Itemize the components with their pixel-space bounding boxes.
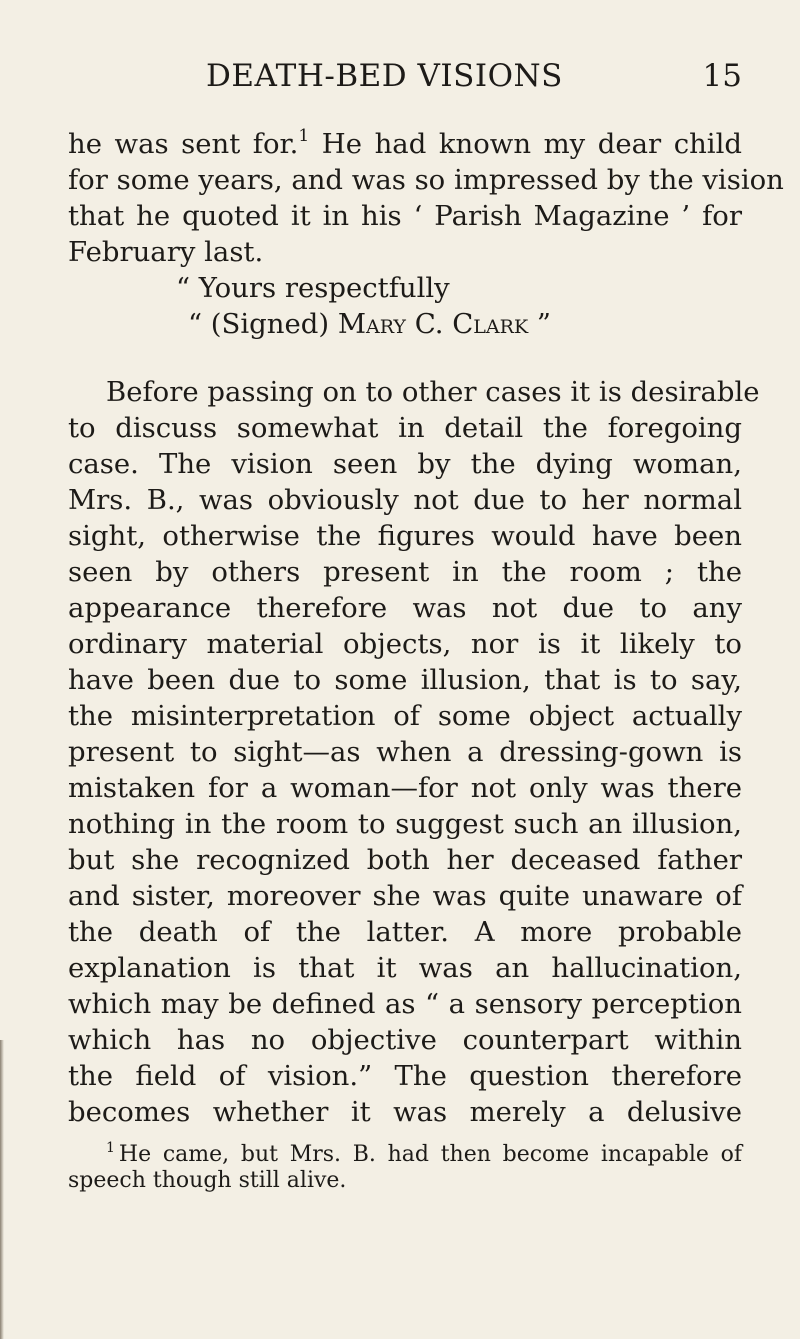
footnote-reference: 1 — [298, 126, 310, 146]
paragraph-line: nothing in the room to suggest such an illusion, — [68, 808, 742, 840]
paragraph-line: appearance therefore was not due to any — [68, 592, 742, 624]
paragraph-line: becomes whether it was merely a delusive — [68, 1096, 742, 1128]
footnote-line: $^1$ He came, but Mrs. B. had then become incapable of — [106, 1140, 742, 1167]
paragraph-line: which has no objective counterpart within — [68, 1024, 742, 1056]
paragraph-line: which may be defined as “ a sensory perception — [68, 988, 742, 1020]
footnote-mark: 1 — [106, 1140, 115, 1156]
paragraph-line: but she recognized both her deceased father — [68, 844, 742, 876]
paragraph-line: the field of vision.” The question therefore — [68, 1060, 742, 1092]
text-line: for some years, and was so impressed by the vision — [68, 164, 784, 196]
running-title: DEATH-BED VISIONS — [206, 58, 563, 94]
paragraph-line: have been due to some illusion, that is to say, — [68, 664, 742, 696]
running-header — [68, 58, 742, 98]
signatory-name: Mary C. Clark — [337, 308, 529, 340]
text-line: February last. — [68, 236, 264, 268]
paragraph-line: case. The vision seen by the dying woman, — [68, 448, 742, 480]
paragraph-line: mistaken for a woman—for not only was there — [68, 772, 742, 804]
page-number: 15 — [702, 58, 742, 94]
paragraph-line: present to sight—as when a dressing-gown is — [68, 736, 742, 768]
paragraph-line: seen by others present in the room ; the — [68, 556, 742, 588]
paragraph-line: explanation is that it was an hallucination, — [68, 952, 742, 984]
text-line: that he quoted it in his ‘ Parish Magazine ’ for — [68, 200, 742, 232]
paragraph-line: the misinterpretation of some object actually — [68, 700, 742, 732]
footnote-line: speech though still alive. — [68, 1168, 347, 1193]
page-edge-shadow — [0, 1040, 4, 1339]
text-line: he was sent for.$^1$ He had known my dear child — [68, 126, 742, 160]
paragraph-line: Before passing on to other cases it is desirable — [106, 376, 760, 408]
letter-signature: “ (Signed) Mary C. Clark ” — [188, 308, 551, 340]
paragraph-line: to discuss somewhat in detail the foregoing — [68, 412, 742, 444]
paragraph-line: and sister, moreover she was quite unaware of — [68, 880, 742, 912]
letter-closing: “ Yours respectfully — [176, 272, 450, 304]
paragraph-line: ordinary material objects, nor is it likely to — [68, 628, 742, 660]
paragraph-line: Mrs. B., was obviously not due to her normal — [68, 484, 742, 516]
paragraph-line: sight, otherwise the figures would have been — [68, 520, 742, 552]
paragraph-line: the death of the latter. A more probable — [68, 916, 742, 948]
